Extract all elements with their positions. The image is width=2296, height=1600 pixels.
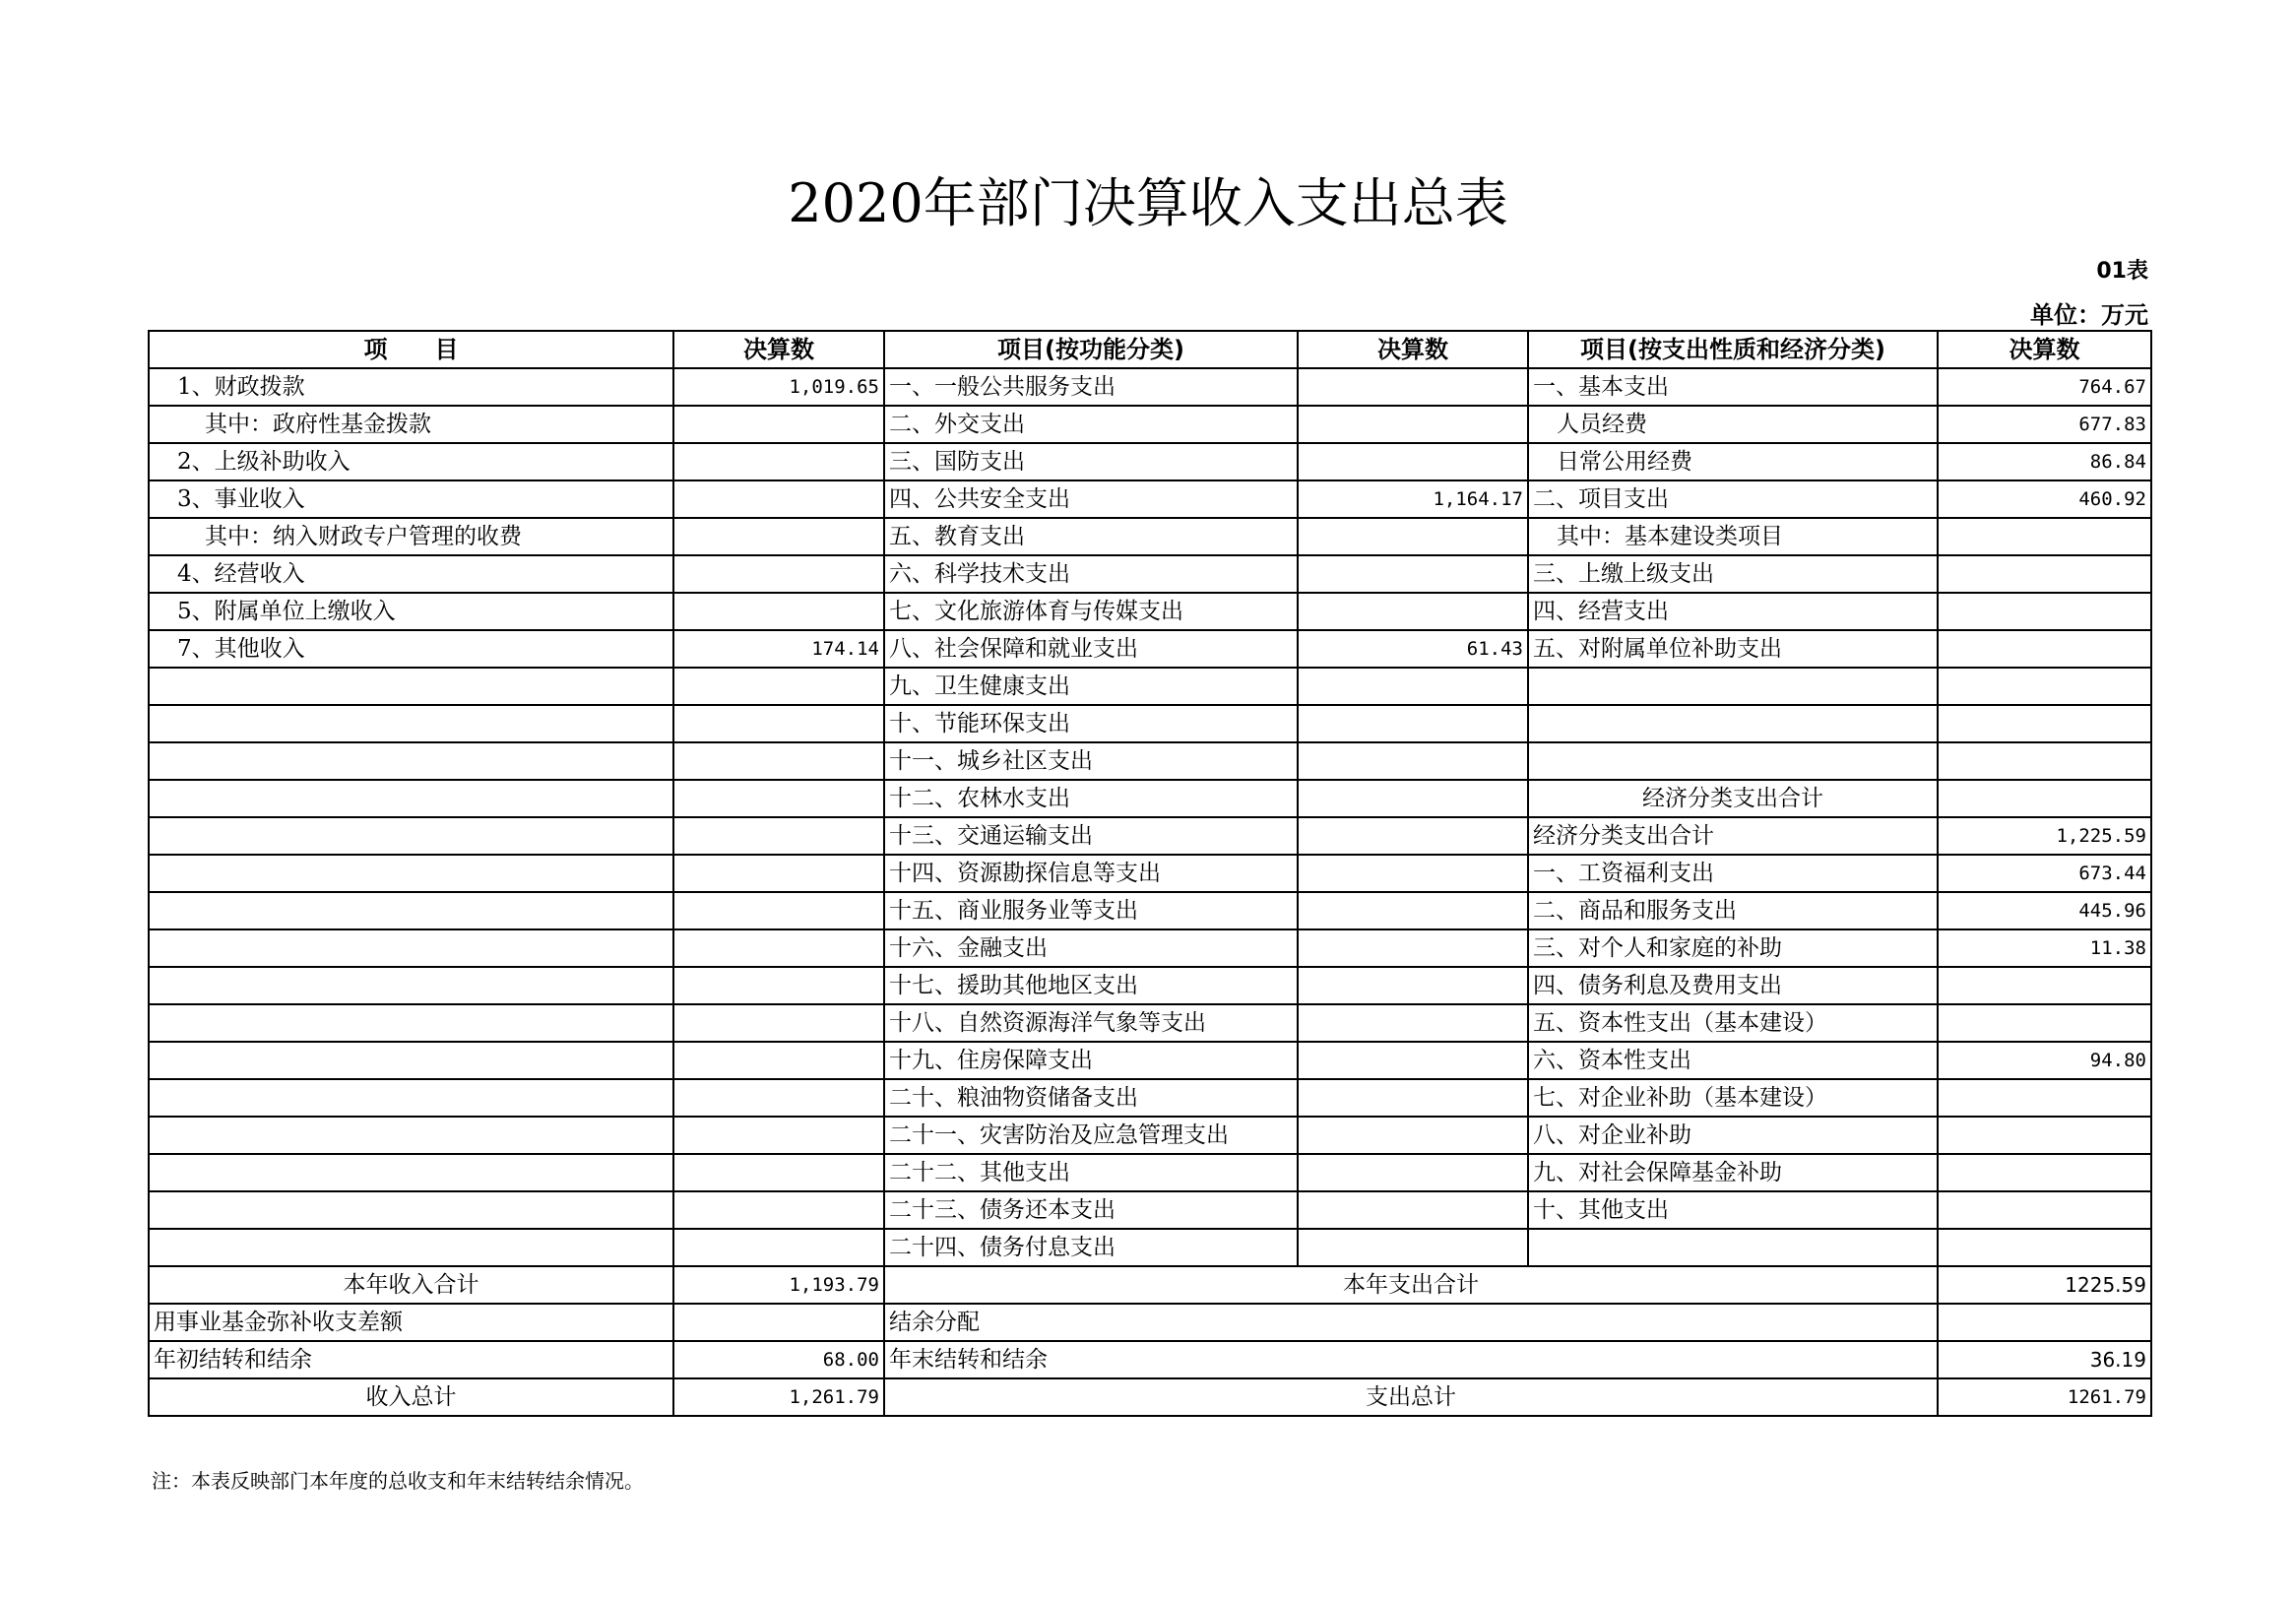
function-amount: 1,164.17: [1298, 480, 1528, 518]
income-amount: [673, 705, 884, 742]
income-item: [149, 1004, 673, 1042]
economic-item: 二、项目支出: [1528, 480, 1938, 518]
income-amount: [673, 780, 884, 817]
economic-amount: [1938, 1079, 2151, 1117]
economic-amount: 94.80: [1938, 1042, 2151, 1079]
income-total-value: 1,193.79: [673, 1266, 884, 1304]
income-item: 2、上级补助收入: [149, 443, 673, 480]
table-row: [149, 593, 2151, 630]
fund-label: 用事业基金弥补收支差额: [149, 1304, 673, 1341]
economic-amount: [1938, 1154, 2151, 1191]
end-value: 36.19: [1938, 1341, 2151, 1378]
function-amount: [1298, 555, 1528, 593]
economic-item: 五、资本性支出（基本建设）: [1528, 1004, 1938, 1042]
total-row-income: [149, 1266, 2151, 1304]
function-amount: [1298, 368, 1528, 406]
income-grand-label: 收入总计: [149, 1378, 673, 1416]
income-amount: [673, 1079, 884, 1117]
economic-item: 十、其他支出: [1528, 1191, 1938, 1229]
function-item: 二十四、债务付息支出: [884, 1229, 1298, 1266]
table-row: [149, 780, 2151, 817]
income-amount: [673, 593, 884, 630]
economic-amount: [1938, 555, 2151, 593]
economic-amount: [1938, 668, 2151, 705]
function-item: 十二、农林水支出: [884, 780, 1298, 817]
function-amount: [1298, 1229, 1528, 1266]
economic-item: 四、经营支出: [1528, 593, 1938, 630]
income-item: [149, 668, 673, 705]
income-item: [149, 892, 673, 929]
income-amount: [673, 929, 884, 967]
economic-item: 三、上缴上级支出: [1528, 555, 1938, 593]
function-item: 一、一般公共服务支出: [884, 368, 1298, 406]
table-row: [149, 892, 2151, 929]
economic-amount: 673.44: [1938, 855, 2151, 892]
unit-label: 单位：万元: [2030, 301, 2148, 329]
economic-item: 八、对企业补助: [1528, 1117, 1938, 1154]
header-function-item: 项目(按功能分类): [884, 331, 1298, 368]
economic-amount: [1938, 630, 2151, 668]
economic-amount: 445.96: [1938, 892, 2151, 929]
income-total-label: 本年收入合计: [149, 1266, 673, 1304]
income-amount: [673, 1117, 884, 1154]
economic-item: 经济分类支出合计: [1528, 817, 1938, 855]
header-row: [149, 331, 2151, 368]
economic-item: 七、对企业补助（基本建设）: [1528, 1079, 1938, 1117]
economic-amount: 86.84: [1938, 443, 2151, 480]
table-row: [149, 742, 2151, 780]
function-amount: [1298, 742, 1528, 780]
header-function-amount: 决算数: [1298, 331, 1528, 368]
function-amount: [1298, 406, 1528, 443]
income-item: [149, 967, 673, 1004]
income-item: 7、其他收入: [149, 630, 673, 668]
table-number: 01表: [2096, 259, 2148, 284]
economic-amount: 11.38: [1938, 929, 2151, 967]
income-amount: [673, 892, 884, 929]
header-economic-item: 项目(按支出性质和经济分类): [1528, 331, 1938, 368]
income-expense-table: [148, 330, 2152, 1417]
economic-item: 九、对社会保障基金补助: [1528, 1154, 1938, 1191]
economic-amount: 460.92: [1938, 480, 2151, 518]
function-amount: [1298, 967, 1528, 1004]
economic-item: [1528, 1229, 1938, 1266]
economic-item: 日常公用经费: [1528, 443, 1938, 480]
income-item: 其中：政府性基金拨款: [149, 406, 673, 443]
function-item: 七、文化旅游体育与传媒支出: [884, 593, 1298, 630]
table-row: [149, 555, 2151, 593]
income-amount: [673, 742, 884, 780]
function-item: 十八、自然资源海洋气象等支出: [884, 1004, 1298, 1042]
income-amount: [673, 480, 884, 518]
function-item: 十九、住房保障支出: [884, 1042, 1298, 1079]
function-item: 十、节能环保支出: [884, 705, 1298, 742]
income-amount: [673, 1191, 884, 1229]
income-item: [149, 1154, 673, 1191]
function-amount: [1298, 518, 1528, 555]
header-amount: 决算数: [673, 331, 884, 368]
income-item: [149, 742, 673, 780]
function-item: 十四、资源勘探信息等支出: [884, 855, 1298, 892]
income-item: [149, 929, 673, 967]
function-item: 八、社会保障和就业支出: [884, 630, 1298, 668]
table-row: [149, 1117, 2151, 1154]
page-title: 2020年部门决算收入支出总表: [788, 172, 1508, 234]
fund-value: [673, 1304, 884, 1341]
surplus-value: [1938, 1304, 2151, 1341]
income-amount: 174.14: [673, 630, 884, 668]
income-item: [149, 1229, 673, 1266]
begin-label: 年初结转和结余: [149, 1341, 673, 1378]
function-item: 二、外交支出: [884, 406, 1298, 443]
table-row: [149, 1154, 2151, 1191]
economic-item: [1528, 668, 1938, 705]
economic-item: 六、资本性支出: [1528, 1042, 1938, 1079]
income-amount: [673, 443, 884, 480]
footnote: 注：本表反映部门本年度的总收支和年末结转结余情况。: [152, 1469, 644, 1493]
expense-grand-label: 支出总计: [884, 1378, 1938, 1416]
economic-amount: [1938, 705, 2151, 742]
economic-item: 一、基本支出: [1528, 368, 1938, 406]
economic-item: [1528, 705, 1938, 742]
function-item: 二十一、灾害防治及应急管理支出: [884, 1117, 1298, 1154]
economic-amount: 677.83: [1938, 406, 2151, 443]
income-amount: [673, 668, 884, 705]
function-amount: [1298, 593, 1528, 630]
expense-total-value: 1225.59: [1938, 1266, 2151, 1304]
table-row: [149, 368, 2151, 406]
economic-item: [1528, 742, 1938, 780]
income-item: 5、附属单位上缴收入: [149, 593, 673, 630]
fund-row: [149, 1304, 2151, 1341]
function-item: 三、国防支出: [884, 443, 1298, 480]
income-amount: [673, 555, 884, 593]
income-amount: [673, 1004, 884, 1042]
income-amount: [673, 855, 884, 892]
economic-amount: [1938, 1004, 2151, 1042]
economic-item: 三、对个人和家庭的补助: [1528, 929, 1938, 967]
table-row: [149, 480, 2151, 518]
table-row: [149, 1042, 2151, 1079]
economic-item: 五、对附属单位补助支出: [1528, 630, 1938, 668]
income-item: 3、事业收入: [149, 480, 673, 518]
grand-total-row: [149, 1378, 2151, 1416]
economic-amount: [1938, 967, 2151, 1004]
income-amount: [673, 967, 884, 1004]
economic-item: 一、工资福利支出: [1528, 855, 1938, 892]
income-item: [149, 705, 673, 742]
table-row: [149, 406, 2151, 443]
header-economic-amount: 决算数: [1938, 331, 2151, 368]
income-amount: [673, 817, 884, 855]
table-row: [149, 668, 2151, 705]
table-row: [149, 855, 2151, 892]
table-row: [149, 1079, 2151, 1117]
function-item: 九、卫生健康支出: [884, 668, 1298, 705]
economic-item: 人员经费: [1528, 406, 1938, 443]
function-item: 五、教育支出: [884, 518, 1298, 555]
economic-item: 其中：基本建设类项目: [1528, 518, 1938, 555]
function-amount: [1298, 855, 1528, 892]
income-item: 其中：纳入财政专户管理的收费: [149, 518, 673, 555]
function-amount: [1298, 1117, 1528, 1154]
function-item: 十六、金融支出: [884, 929, 1298, 967]
expense-grand-value: 1261.79: [1938, 1378, 2151, 1416]
income-amount: [673, 1229, 884, 1266]
income-item: 1、财政拨款: [149, 368, 673, 406]
function-amount: [1298, 1004, 1528, 1042]
economic-amount: [1938, 1117, 2151, 1154]
function-amount: 61.43: [1298, 630, 1528, 668]
economic-amount: [1938, 742, 2151, 780]
economic-amount: [1938, 593, 2151, 630]
economic-item: 四、债务利息及费用支出: [1528, 967, 1938, 1004]
table-row: [149, 1004, 2151, 1042]
economic-amount: [1938, 1191, 2151, 1229]
function-item: 二十、粮油物资储备支出: [884, 1079, 1298, 1117]
income-item: [149, 780, 673, 817]
income-amount: [673, 1154, 884, 1191]
function-item: 十三、交通运输支出: [884, 817, 1298, 855]
function-amount: [1298, 817, 1528, 855]
function-amount: [1298, 705, 1528, 742]
function-item: 十七、援助其他地区支出: [884, 967, 1298, 1004]
function-amount: [1298, 1042, 1528, 1079]
carryover-row: [149, 1341, 2151, 1378]
function-amount: [1298, 780, 1528, 817]
function-amount: [1298, 1079, 1528, 1117]
function-amount: [1298, 1154, 1528, 1191]
economic-item: 经济分类支出合计: [1528, 780, 1938, 817]
economic-amount: [1938, 518, 2151, 555]
income-item: [149, 855, 673, 892]
income-item: [149, 1079, 673, 1117]
header-item: 项 目: [149, 331, 673, 368]
income-item: [149, 1117, 673, 1154]
function-item: 十一、城乡社区支出: [884, 742, 1298, 780]
income-item: [149, 817, 673, 855]
table-row: [149, 630, 2151, 668]
income-item: [149, 1042, 673, 1079]
function-item: 二十三、债务还本支出: [884, 1191, 1298, 1229]
economic-amount: [1938, 780, 2151, 817]
table-row: [149, 817, 2151, 855]
income-grand-value: 1,261.79: [673, 1378, 884, 1416]
function-amount: [1298, 443, 1528, 480]
economic-amount: 764.67: [1938, 368, 2151, 406]
table-row: [149, 929, 2151, 967]
function-item: 十五、商业服务业等支出: [884, 892, 1298, 929]
surplus-label: 结余分配: [884, 1304, 1938, 1341]
function-amount: [1298, 929, 1528, 967]
function-amount: [1298, 1191, 1528, 1229]
function-item: 六、科学技术支出: [884, 555, 1298, 593]
economic-amount: 1,225.59: [1938, 817, 2151, 855]
income-amount: [673, 406, 884, 443]
economic-amount: [1938, 1229, 2151, 1266]
function-item: 二十二、其他支出: [884, 1154, 1298, 1191]
economic-item: 二、商品和服务支出: [1528, 892, 1938, 929]
function-amount: [1298, 668, 1528, 705]
function-item: 四、公共安全支出: [884, 480, 1298, 518]
table-row: [149, 518, 2151, 555]
table-row: [149, 1229, 2151, 1266]
expense-total-label: 本年支出合计: [884, 1266, 1938, 1304]
table-row: [149, 1191, 2151, 1229]
begin-value: 68.00: [673, 1341, 884, 1378]
income-item: [149, 1191, 673, 1229]
income-item: 4、经营收入: [149, 555, 673, 593]
function-amount: [1298, 892, 1528, 929]
income-amount: [673, 518, 884, 555]
end-label: 年末结转和结余: [884, 1341, 1938, 1378]
income-amount: 1,019.65: [673, 368, 884, 406]
table-row: [149, 967, 2151, 1004]
income-amount: [673, 1042, 884, 1079]
table-row: [149, 705, 2151, 742]
table-row: [149, 443, 2151, 480]
